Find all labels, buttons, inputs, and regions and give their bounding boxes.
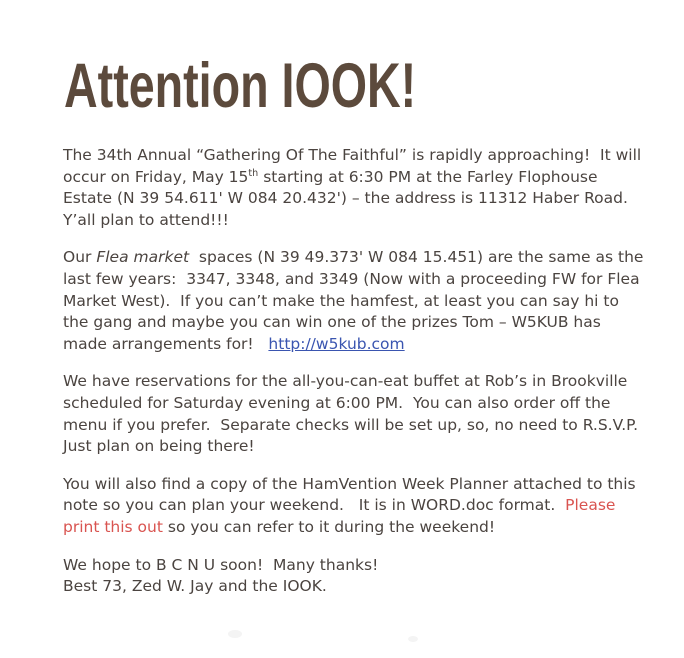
- paragraph-week-planner: [63, 474, 646, 539]
- paragraph-signoff: [63, 555, 646, 598]
- document-body: [63, 145, 649, 598]
- paragraph-flea-market: [63, 247, 649, 355]
- text-segment: spaces (N 39 49.373' W 084 15.451) are the same as the last few years: 3347, 3348, and 3349 (Now with a proceeding FW for Flea Market West). If you can’t make the hamfest, at least you can say hi to the gang and maybe you can win one of the prizes Tom – W5KUB has made arrangements for!: [63, 248, 649, 353]
- w5kub-link[interactable]: http://w5kub.com: [268, 334, 405, 353]
- text-segment: Our: [63, 248, 97, 267]
- superscript-th: th: [248, 167, 259, 179]
- text-segment: starting at 6:30 PM at the Farley Flophouse Estate (N 39 54.611' W 084 20.432') – the address is 11312 Haber Road. Y’all plan to attend!!!: [63, 167, 638, 229]
- please-print-emphasis: Please print this out: [63, 496, 621, 536]
- scan-smudge: [228, 630, 242, 638]
- paragraph-buffet-reservations: We have reservations for the all-you-can-eat buffet at Rob’s in Brookville scheduled for Saturday evening at 6:00 PM. You can also order off the menu if you prefer. Separate checks will be set up, so, no need to R.S.V.P. Just plan on being there!: [63, 372, 648, 456]
- text-segment: The 34th Annual “Gathering Of The Faithful” is rapidly approaching! It will occur on Friday, May 15: [63, 146, 647, 186]
- paragraph-gathering-announcement: [63, 145, 646, 231]
- flea-market-italic: Flea market: [96, 248, 190, 267]
- signoff-line-1: We hope to B C N U soon! Many thanks!: [63, 555, 379, 574]
- text-segment: You will also find a copy of the HamVention Week Planner attached to this note so you can plan your weekend. It is in WORD.doc format.: [63, 474, 641, 515]
- scan-smudge: [408, 636, 418, 642]
- text-segment: so you can refer to it during the weekend!: [162, 517, 496, 536]
- document-title: Attention IOOK!: [64, 51, 417, 121]
- signoff-line-2: Best 73, Zed W. Jay and the IOOK.: [63, 577, 327, 596]
